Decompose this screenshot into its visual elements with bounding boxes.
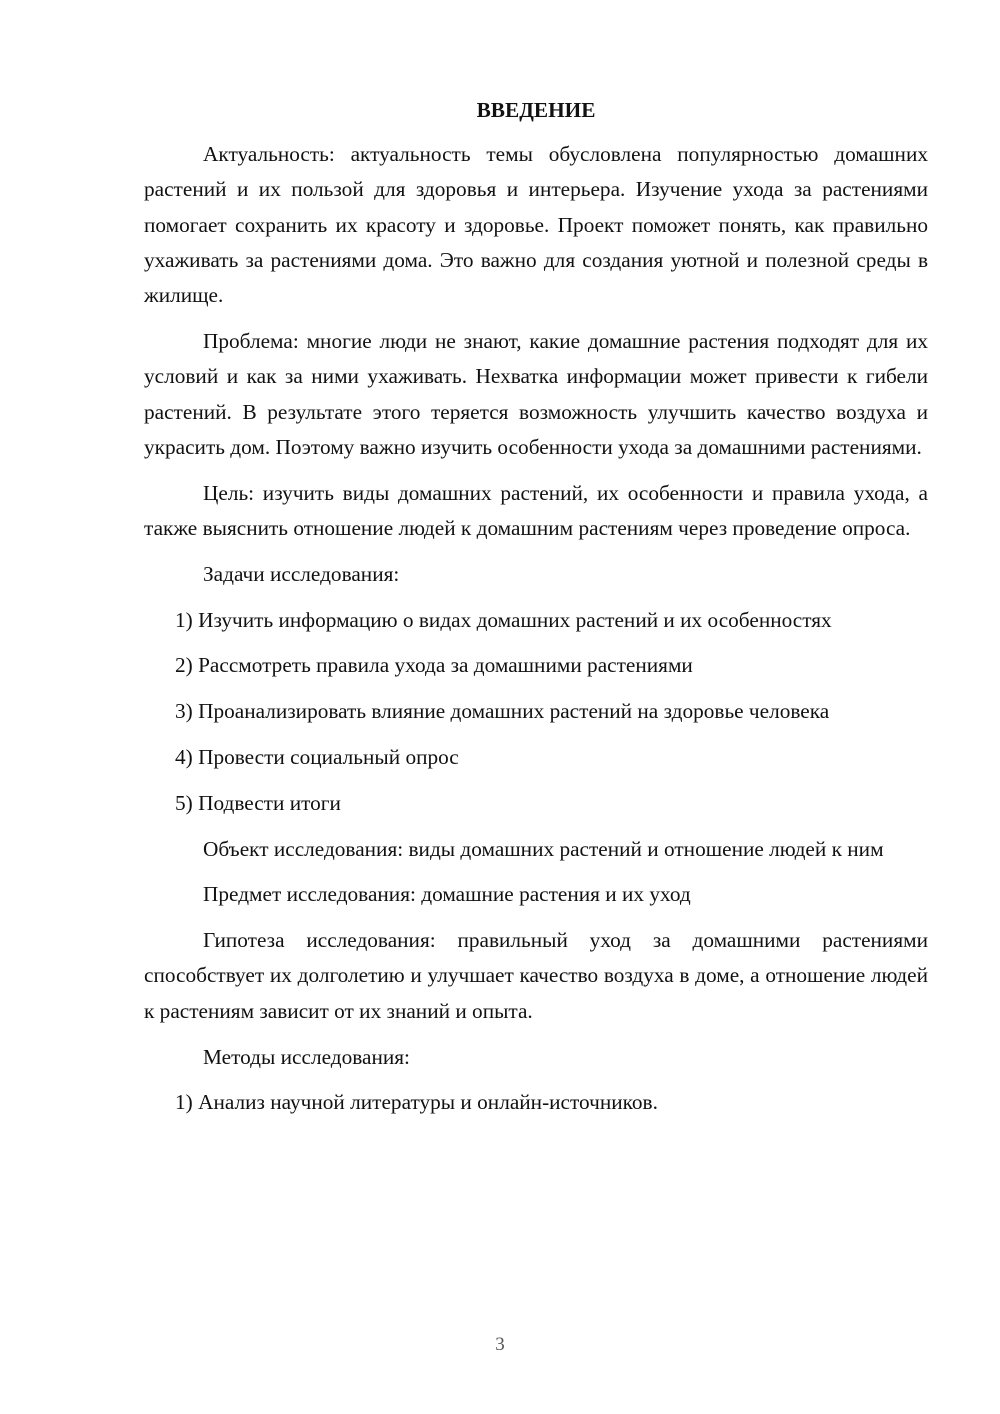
- task-item-1: 1) Изучить информацию о видах домашних растений и их особенностях: [175, 607, 832, 632]
- task-item-5: 5) Подвести итоги: [175, 790, 341, 815]
- subject-paragraph: Предмет исследования: домашние растения и их уход: [203, 882, 691, 907]
- task-item-4: 4) Провести социальный опрос: [175, 744, 459, 769]
- page-number: 3: [495, 1334, 505, 1355]
- task-item-3: 3) Проанализировать влияние домашних растений на здоровье человека: [175, 699, 830, 724]
- methods-heading: Методы исследования:: [203, 1044, 410, 1069]
- relevance-paragraph: Актуальность: актуальность темы обусловлена популярностью домашних растений и их пользой для здоровья и интерьера. Изучение ухода за растениями помогает сохранить их красоту и здоровье. Проект поможет понять, как правильно ухаживать за растениями дома. Это важно для создания уютной и полезной среды в жилище.: [144, 142, 928, 308]
- section-title: ВВЕДЕНИЕ: [476, 98, 596, 122]
- problem-paragraph: Проблема: многие люди не знают, какие домашние растения подходят для их условий и как за ними ухаживать. Нехватка информации может привести к гибели растений. В результате этого теряется возможность улучшить качество воздуха и украсить дом. Поэтому важно изучить особенности ухода за домашними растениями.: [144, 328, 928, 459]
- object-paragraph: Объект исследования: виды домашних растений и отношение людей к ним: [203, 836, 884, 861]
- tasks-heading: Задачи исследования:: [203, 561, 400, 586]
- task-item-2: 2) Рассмотреть правила ухода за домашними растениями: [175, 653, 693, 678]
- goal-paragraph: Цель: изучить виды домашних растений, их особенности и правила ухода, а также выяснить отношение людей к домашним растениям через проведение опроса.: [144, 480, 928, 540]
- hypothesis-paragraph: Гипотеза исследования: правильный уход за домашними растениями способствует их долголетию и улучшает качество воздуха в доме, а отношение людей к растениям зависит от их знаний и опыта.: [144, 928, 928, 1023]
- page-content: [144, 95, 928, 1131]
- method-item-1: 1) Анализ научной литературы и онлайн-источников.: [175, 1090, 658, 1115]
